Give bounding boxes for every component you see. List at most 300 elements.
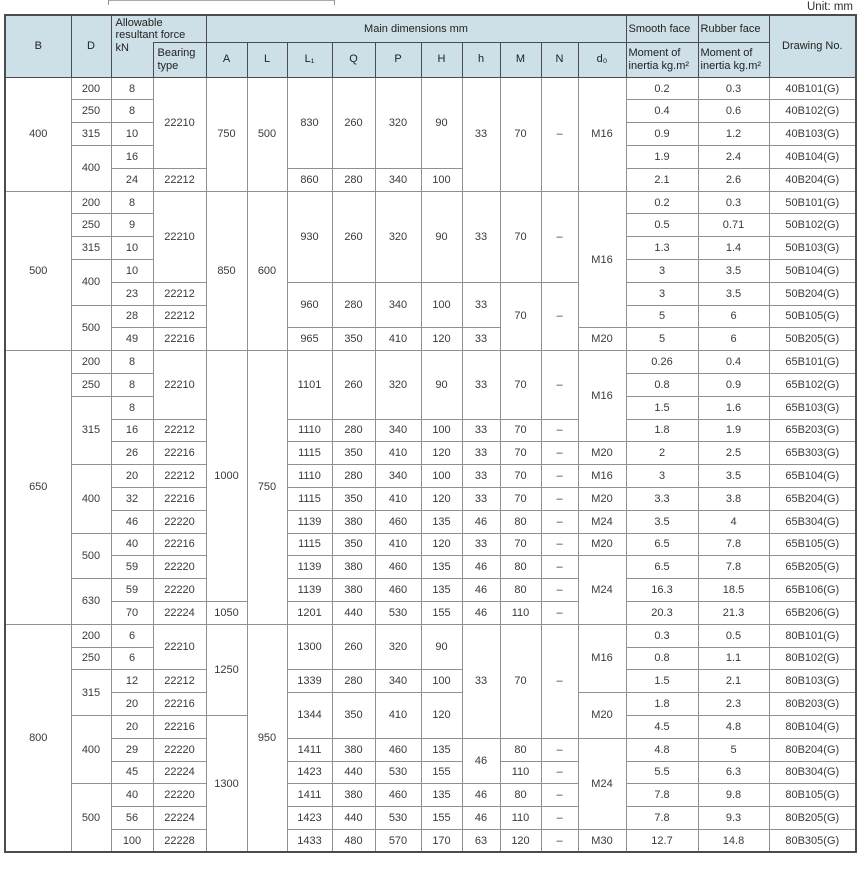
table-cell: 340 <box>375 168 421 191</box>
table-cell: 22212 <box>153 419 206 442</box>
table-cell: 250 <box>71 373 111 396</box>
table-cell: 70 <box>500 533 541 556</box>
table-cell: 155 <box>421 807 462 830</box>
col-header-moment-inertia-smooth: Moment of inertia kg.m² <box>626 42 698 77</box>
table-cell: 80B204(G) <box>769 738 856 761</box>
table-cell: 46 <box>462 510 500 533</box>
table-cell: 22220 <box>153 556 206 579</box>
table-cell: – <box>541 829 578 852</box>
table-cell: 0.3 <box>626 624 698 647</box>
table-cell: 9.8 <box>698 784 769 807</box>
table-cell: 7.8 <box>698 533 769 556</box>
top-edge-line <box>108 0 335 1</box>
table-cell: 280 <box>332 282 375 328</box>
table-cell: 135 <box>421 556 462 579</box>
table-cell: M16 <box>578 77 626 191</box>
table-cell: 70 <box>500 465 541 488</box>
table-cell: 1.9 <box>626 146 698 169</box>
table-cell: 80B105(G) <box>769 784 856 807</box>
table-cell: 2.1 <box>698 670 769 693</box>
table-cell: 1423 <box>287 761 332 784</box>
table-cell: 500 <box>71 305 111 351</box>
table-cell: 480 <box>332 829 375 852</box>
table-cell: 1411 <box>287 784 332 807</box>
table-cell: 65B303(G) <box>769 442 856 465</box>
table-cell: 16 <box>111 419 153 442</box>
table-cell: 22210 <box>153 191 206 282</box>
unit-label: Unit: mm <box>807 1 853 13</box>
col-header-d: D <box>71 15 111 77</box>
table-cell: – <box>541 784 578 807</box>
table-cell: 350 <box>332 693 375 739</box>
table-cell: 50B101(G) <box>769 191 856 214</box>
table-cell: 2.4 <box>698 146 769 169</box>
table-cell: 40 <box>111 784 153 807</box>
table-cell: 950 <box>247 624 287 852</box>
table-row <box>5 442 856 465</box>
table-cell: M16 <box>578 351 626 442</box>
table-cell: 3 <box>626 260 698 283</box>
table-cell: 70 <box>500 282 541 350</box>
table-cell: – <box>541 556 578 579</box>
table-cell: 380 <box>332 510 375 533</box>
col-header-m: M <box>500 42 541 77</box>
table-cell: 0.4 <box>626 100 698 123</box>
table-cell: 530 <box>375 601 421 624</box>
table-cell: 46 <box>111 510 153 533</box>
table-cell: 110 <box>500 807 541 830</box>
table-cell: 33 <box>462 77 500 191</box>
table-cell: 22220 <box>153 579 206 602</box>
table-cell: 65B106(G) <box>769 579 856 602</box>
table-cell: 65B205(G) <box>769 556 856 579</box>
table-cell: 6.5 <box>626 556 698 579</box>
table-cell: 40B104(G) <box>769 146 856 169</box>
table-cell: 22216 <box>153 328 206 351</box>
table-row <box>5 738 856 761</box>
table-cell: 5 <box>626 328 698 351</box>
table-row <box>5 328 856 351</box>
table-cell: 70 <box>500 624 541 738</box>
table-cell: 80B101(G) <box>769 624 856 647</box>
table-cell: 22220 <box>153 784 206 807</box>
table-cell: 6.5 <box>626 533 698 556</box>
table-cell: 40B102(G) <box>769 100 856 123</box>
table-cell: 250 <box>71 647 111 670</box>
table-cell: 22212 <box>153 670 206 693</box>
table-cell: 155 <box>421 761 462 784</box>
table-cell: 4.5 <box>626 715 698 738</box>
table-cell: 2.6 <box>698 168 769 191</box>
table-cell: 7.8 <box>698 556 769 579</box>
table-cell: 20 <box>111 715 153 738</box>
table-cell: 860 <box>287 168 332 191</box>
table-cell: 800 <box>5 624 71 852</box>
table-cell: 500 <box>71 533 111 579</box>
table-cell: 8 <box>111 396 153 419</box>
table-cell: 70 <box>500 77 541 191</box>
col-header-kn: kN <box>111 42 153 77</box>
table-cell: 65B104(G) <box>769 465 856 488</box>
table-cell: 530 <box>375 807 421 830</box>
table-cell: 33 <box>462 465 500 488</box>
table-cell: 65B203(G) <box>769 419 856 442</box>
table-cell: 1139 <box>287 556 332 579</box>
top-edge-tick-left <box>108 0 109 5</box>
table-cell: 1.6 <box>698 396 769 419</box>
table-cell: 22212 <box>153 305 206 328</box>
col-header-n: N <box>541 42 578 77</box>
table-cell: 22216 <box>153 442 206 465</box>
table-cell: 2 <box>626 442 698 465</box>
table-cell: 32 <box>111 487 153 510</box>
table-cell: 5 <box>626 305 698 328</box>
col-header-allowable-resultant-force: Allowable resultant force <box>111 15 206 42</box>
table-cell: 33 <box>462 351 500 419</box>
table-body <box>5 77 856 852</box>
table-cell: 8 <box>111 77 153 100</box>
table-cell: 110 <box>500 601 541 624</box>
table-cell: 46 <box>462 784 500 807</box>
table-cell: 500 <box>247 77 287 191</box>
table-cell: 1139 <box>287 579 332 602</box>
table-row <box>5 829 856 852</box>
table-cell: 8 <box>111 100 153 123</box>
table-cell: 65B102(G) <box>769 373 856 396</box>
table-cell: 960 <box>287 282 332 328</box>
table-cell: 40B103(G) <box>769 123 856 146</box>
table-cell: 750 <box>247 351 287 625</box>
table-cell: 4.8 <box>698 715 769 738</box>
table-cell: 40 <box>111 533 153 556</box>
table-cell: – <box>541 579 578 602</box>
table-cell: 3.5 <box>698 260 769 283</box>
table-cell: 1115 <box>287 533 332 556</box>
table-cell: 410 <box>375 328 421 351</box>
table-cell: 12 <box>111 670 153 693</box>
table-cell: 59 <box>111 579 153 602</box>
table-cell: 90 <box>421 77 462 168</box>
table-row <box>5 510 856 533</box>
table-cell: M24 <box>578 556 626 624</box>
table-cell: 100 <box>421 282 462 328</box>
table-cell: 12.7 <box>626 829 698 852</box>
table-row <box>5 579 856 602</box>
table-cell: 6 <box>111 647 153 670</box>
table-cell: 1000 <box>206 351 247 602</box>
table-cell: 22210 <box>153 77 206 168</box>
table-cell: 80B103(G) <box>769 670 856 693</box>
table-cell: 1110 <box>287 419 332 442</box>
table-cell: 1.1 <box>698 647 769 670</box>
table-cell: – <box>541 624 578 738</box>
table-cell: 33 <box>462 282 500 328</box>
table-cell: 9 <box>111 214 153 237</box>
table-cell: 380 <box>332 556 375 579</box>
table-cell: 0.26 <box>626 351 698 374</box>
table-cell: 70 <box>500 351 541 419</box>
table-cell: 22220 <box>153 738 206 761</box>
table-cell: 350 <box>332 487 375 510</box>
table-cell: 0.9 <box>698 373 769 396</box>
col-header-b: B <box>5 15 71 77</box>
table-cell: 70 <box>111 601 153 624</box>
table-cell: 410 <box>375 442 421 465</box>
table-cell: 1300 <box>206 715 247 852</box>
table-cell: 1423 <box>287 807 332 830</box>
table-cell: 70 <box>500 442 541 465</box>
table-cell: 400 <box>71 146 111 192</box>
table-cell: 280 <box>332 419 375 442</box>
table-cell: 0.2 <box>626 77 698 100</box>
table-cell: 0.3 <box>698 77 769 100</box>
table-cell: 14.8 <box>698 829 769 852</box>
table-cell: 120 <box>421 533 462 556</box>
table-cell: 380 <box>332 579 375 602</box>
table-cell: 70 <box>500 191 541 282</box>
table-cell: 6 <box>698 305 769 328</box>
table-cell: 33 <box>462 191 500 282</box>
table-cell: 5.5 <box>626 761 698 784</box>
table-cell: 22224 <box>153 807 206 830</box>
table-cell: 250 <box>71 100 111 123</box>
table-cell: 46 <box>462 738 500 784</box>
table-cell: 10 <box>111 260 153 283</box>
table-cell: 1115 <box>287 442 332 465</box>
table-cell: 600 <box>247 191 287 351</box>
table-cell: 46 <box>462 807 500 830</box>
table-cell: 135 <box>421 738 462 761</box>
table-cell: 0.5 <box>698 624 769 647</box>
table-row <box>5 556 856 579</box>
table-cell: 65B103(G) <box>769 396 856 419</box>
table-cell: 50B105(G) <box>769 305 856 328</box>
table-cell: 65B105(G) <box>769 533 856 556</box>
table-cell: 280 <box>332 465 375 488</box>
table-cell: 440 <box>332 601 375 624</box>
table-cell: 7.8 <box>626 807 698 830</box>
table-row <box>5 784 856 807</box>
table-cell: 65B304(G) <box>769 510 856 533</box>
table-cell: 49 <box>111 328 153 351</box>
table-cell: 530 <box>375 761 421 784</box>
table-cell: 120 <box>421 442 462 465</box>
table-cell: 965 <box>287 328 332 351</box>
table-cell: 1115 <box>287 487 332 510</box>
table-cell: 460 <box>375 738 421 761</box>
table-cell: 70 <box>500 487 541 510</box>
table-cell: 2.3 <box>698 693 769 716</box>
table-cell: 1101 <box>287 351 332 419</box>
table-cell: 16 <box>111 146 153 169</box>
table-cell: – <box>541 761 578 784</box>
table-cell: 440 <box>332 807 375 830</box>
table-cell: 850 <box>206 191 247 351</box>
table-cell: 50B205(G) <box>769 328 856 351</box>
table-cell: 65B206(G) <box>769 601 856 624</box>
col-header-l: L <box>247 42 287 77</box>
table-cell: 46 <box>462 601 500 624</box>
table-cell: 200 <box>71 77 111 100</box>
table-cell: 380 <box>332 738 375 761</box>
table-cell: 0.2 <box>626 191 698 214</box>
col-header-h-upper: H <box>421 42 462 77</box>
table-cell: 3 <box>626 282 698 305</box>
table-row <box>5 191 856 214</box>
table-row <box>5 533 856 556</box>
table-row <box>5 168 856 191</box>
table-cell: 340 <box>375 670 421 693</box>
table-cell: 120 <box>500 829 541 852</box>
table-cell: 1.8 <box>626 419 698 442</box>
table-cell: 46 <box>462 579 500 602</box>
table-cell: 50B104(G) <box>769 260 856 283</box>
table-cell: M16 <box>578 465 626 488</box>
table-cell: 22216 <box>153 533 206 556</box>
table-cell: 830 <box>287 77 332 168</box>
table-cell: – <box>541 351 578 419</box>
table-cell: 280 <box>332 670 375 693</box>
table-cell: – <box>541 510 578 533</box>
table-cell: M24 <box>578 510 626 533</box>
table-cell: 21.3 <box>698 601 769 624</box>
table-cell: 22228 <box>153 829 206 852</box>
table-cell: 200 <box>71 351 111 374</box>
table-cell: 350 <box>332 533 375 556</box>
table-cell: M24 <box>578 738 626 829</box>
table-cell: 135 <box>421 510 462 533</box>
table-cell: 200 <box>71 624 111 647</box>
table-cell: 1300 <box>287 624 332 670</box>
table-cell: 100 <box>111 829 153 852</box>
table-cell: 410 <box>375 693 421 739</box>
table-cell: 460 <box>375 579 421 602</box>
table-cell: 22210 <box>153 351 206 419</box>
table-cell: 22212 <box>153 465 206 488</box>
table-cell: 570 <box>375 829 421 852</box>
table-cell: 23 <box>111 282 153 305</box>
table-cell: M20 <box>578 487 626 510</box>
table-cell: 400 <box>5 77 71 191</box>
table-row <box>5 670 856 693</box>
table-cell: 6 <box>111 624 153 647</box>
table-cell: 340 <box>375 282 421 328</box>
table-cell: 80 <box>500 510 541 533</box>
table-cell: 930 <box>287 191 332 282</box>
table-cell: 1.3 <box>626 237 698 260</box>
table-cell: 22212 <box>153 282 206 305</box>
table-cell: – <box>541 465 578 488</box>
table-row <box>5 465 856 488</box>
table-cell: 65B204(G) <box>769 487 856 510</box>
col-header-smooth-face: Smooth face <box>626 15 698 42</box>
table-cell: – <box>541 77 578 191</box>
table-cell: 1201 <box>287 601 332 624</box>
table-cell: – <box>541 442 578 465</box>
col-header-h-lower: h <box>462 42 500 77</box>
table-cell: 120 <box>421 328 462 351</box>
table-cell: 50B103(G) <box>769 237 856 260</box>
table-cell: 33 <box>462 328 500 351</box>
table-cell: 2.5 <box>698 442 769 465</box>
table-cell: – <box>541 282 578 350</box>
top-edge-fragment <box>108 0 335 5</box>
table-cell: 100 <box>421 419 462 442</box>
table-cell: 80B102(G) <box>769 647 856 670</box>
table-cell: 1250 <box>206 624 247 715</box>
table-cell: 3.3 <box>626 487 698 510</box>
table-cell: 20 <box>111 693 153 716</box>
table-cell: 22224 <box>153 761 206 784</box>
table-cell: 1.2 <box>698 123 769 146</box>
table-row <box>5 624 856 647</box>
table-cell: 1050 <box>206 601 247 624</box>
table-cell: 3.5 <box>698 465 769 488</box>
table-cell: 0.6 <box>698 100 769 123</box>
table-cell: 0.8 <box>626 373 698 396</box>
table-cell: 380 <box>332 784 375 807</box>
table-row <box>5 77 856 100</box>
table-cell: 9.3 <box>698 807 769 830</box>
table-cell: 1.4 <box>698 237 769 260</box>
table-cell: 50B102(G) <box>769 214 856 237</box>
table-cell: – <box>541 601 578 624</box>
table-cell: 320 <box>375 624 421 670</box>
table-cell: 315 <box>71 237 111 260</box>
table-cell: 250 <box>71 214 111 237</box>
table-cell: 22216 <box>153 715 206 738</box>
col-header-moment-inertia-rubber: Moment of inertia kg.m² <box>698 42 769 77</box>
table-cell: M20 <box>578 693 626 739</box>
table-cell: 1411 <box>287 738 332 761</box>
table-cell: 20 <box>111 465 153 488</box>
table-cell: 6.3 <box>698 761 769 784</box>
table-cell: 410 <box>375 533 421 556</box>
table-cell: 22210 <box>153 624 206 670</box>
table-cell: 500 <box>71 784 111 852</box>
table-cell: 1.5 <box>626 670 698 693</box>
table-cell: 33 <box>462 442 500 465</box>
table-cell: 80 <box>500 579 541 602</box>
specs-table <box>4 14 857 853</box>
table-cell: 59 <box>111 556 153 579</box>
table-cell: M16 <box>578 191 626 328</box>
table-cell: 155 <box>421 601 462 624</box>
col-header-drawing-no: Drawing No. <box>769 15 856 77</box>
table-cell: 40B204(G) <box>769 168 856 191</box>
table-cell: 8 <box>111 351 153 374</box>
table-cell: 0.71 <box>698 214 769 237</box>
col-header-bearing-type: Bearing type <box>153 42 206 77</box>
table-cell: 10 <box>111 123 153 146</box>
table-cell: – <box>541 419 578 442</box>
table-row <box>5 761 856 784</box>
table-cell: 1339 <box>287 670 332 693</box>
table-cell: 28 <box>111 305 153 328</box>
table-cell: 350 <box>332 328 375 351</box>
table-cell: 1344 <box>287 693 332 739</box>
table-cell: 6 <box>698 328 769 351</box>
table-cell: 350 <box>332 442 375 465</box>
table-cell: 120 <box>421 487 462 510</box>
table-cell: 135 <box>421 579 462 602</box>
table-cell: – <box>541 738 578 761</box>
table-cell: 280 <box>332 168 375 191</box>
table-cell: 22212 <box>153 168 206 191</box>
table-cell: 750 <box>206 77 247 191</box>
table-cell: 260 <box>332 77 375 168</box>
col-header-a: A <box>206 42 247 77</box>
